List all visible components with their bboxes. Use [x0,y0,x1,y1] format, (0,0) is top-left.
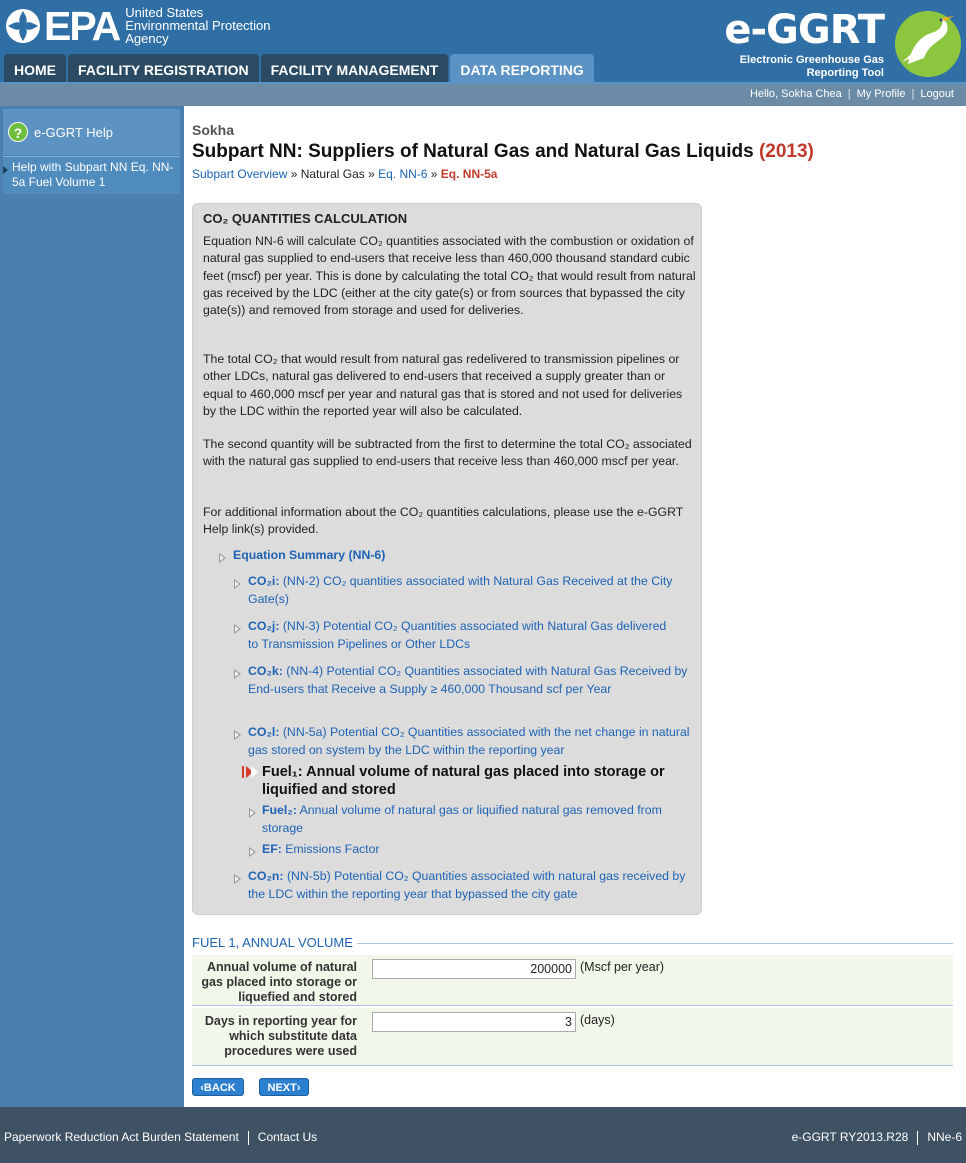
agency-name [125,6,270,45]
form-legend: FUEL 1, ANNUAL VOLUME [192,935,357,950]
tree-co2i-text: (NN-2) CO₂ quantities associated with Natural Gas Received at the City Gate(s) [248,574,673,606]
panel-title: CO₂ QUANTITIES CALCULATION [203,211,408,226]
divider [917,1131,918,1145]
substitute-days-unit: (days) [580,1013,615,1027]
site-footer [0,1107,966,1163]
app-version: e-GGRT RY2013.R28 [791,1130,909,1144]
tree-co2j[interactable] [248,618,678,653]
tree-fuel1-current [262,763,692,799]
my-profile-link[interactable]: My Profile [856,88,906,100]
agency-line-2: Environmental Protection [125,17,271,33]
current-step-arrow-inner [251,766,258,778]
breadcrumb-current: Eq. NN-5a [440,167,498,181]
epa-logo[interactable] [4,3,271,49]
user-greeting: Hello, Sokha Chea [749,88,842,100]
tree-fuel1-text: Annual volume of natural gas placed into storage or liquified and stored [262,764,665,798]
tree-fuel1-label: Fuel₁: [262,764,303,780]
tree-co2n[interactable] [248,868,693,903]
tree-ef-text: Emissions Factor [281,842,380,856]
tab-home[interactable]: HOME [4,54,66,84]
tree-co2n-text: (NN-5b) Potential CO₂ Quantities associated with natural gas received by the LDC within the reporting year that bypassed the city gate [248,869,686,901]
divider [248,1131,249,1145]
tree-co2l-label: CO₂l: [248,725,280,739]
form-row-substitute-days [192,1008,953,1066]
tree-fuel2-text: Annual volume of natural gas or liquified natural gas removed from storage [262,803,662,835]
page-id: NNe-6 [927,1130,962,1144]
back-button[interactable]: ‹BACK [192,1078,244,1096]
tree-equation-summary[interactable] [233,547,693,565]
tree-co2j-label: CO₂j: [248,619,280,633]
facility-name: Sokha [192,122,235,138]
intro-paragraph-1: Equation NN-6 will calculate CO₂ quantities associated with the combustion or oxidation of natural gas supplied to end-users that receive less than 460,000 thousand standard cubic feet (mscf) per year. This is done by calculating the total CO₂ that would result from natural gas received by the LDC (either at the city gate(s) or from sources that bypassed the city gate(s)) and removed from storage and used for deliveries. [203,234,696,318]
annual-volume-input[interactable] [372,959,576,979]
breadcrumb-separator: » [287,167,301,181]
annual-volume-label: Annual volume of natural gas placed into storage or liquefied and stored [201,960,357,1004]
eggrt-brand [722,4,962,80]
agency-line-1: United States [125,4,204,20]
egret-logo-icon [890,6,962,78]
expand-arrow-icon [249,847,256,857]
help-label: e-GGRT Help [34,124,113,140]
expand-arrow-icon [249,808,256,818]
app-subtitle-line-2: Reporting Tool [806,67,884,79]
tree-co2n-label: CO₂n: [248,869,284,883]
legend-divider [357,943,953,944]
intro-paragraph-2: The total CO₂ that would result from natural gas redelivered to transmission pipelines or other LDCs, natural gas delivered to end-users that received a supply greater than or equal to 460,000 mscf per year and natural gas that is stored and not used for deliveries by the LDC within the reported year will also be calculated. [203,352,683,418]
tab-facility-registration[interactable]: FACILITY REGISTRATION [68,54,259,84]
main-nav [4,54,594,84]
logout-link[interactable]: Logout [920,88,954,100]
tree-ef[interactable] [262,841,692,859]
page-title [192,141,814,163]
breadcrumb [192,167,497,181]
tree-co2j-text: (NN-3) Potential CO₂ Quantities associated with Natural Gas delivered to Transmission Pipelines or Other LDCs [248,619,667,651]
breadcrumb-separator: » [427,167,441,181]
tree-co2k-text: (NN-4) Potential CO₂ Quantities associated with Natural Gas Received by End-users that Receive a Supply ≥ 460,000 Thousand scf per Year [248,664,688,696]
tree-fuel2[interactable] [262,802,692,837]
divider: | [911,88,915,100]
form-row-annual-volume [192,955,953,1006]
tree-ef-label: EF: [262,842,282,856]
page-title-text: Subpart NN: Suppliers of Natural Gas and Natural Gas Liquids [192,141,754,162]
sidebar-help-link-text: Help with Subpart NN Eq. NN-5a Fuel Volume 1 [12,160,174,189]
tree-summary-label: Equation Summary (NN-6) [233,548,386,562]
epa-wordmark: EPA [44,3,120,49]
divider: | [847,88,851,100]
paperwork-link[interactable]: Paperwork Reduction Act Burden Statement [4,1130,239,1144]
tree-co2k-label: CO₂k: [248,664,283,678]
tree-co2l[interactable] [248,724,693,759]
epa-flower-icon [4,7,42,45]
sidebar-help-link[interactable] [3,156,180,194]
contact-us-link[interactable]: Contact Us [257,1130,318,1144]
tree-co2k[interactable] [248,663,693,698]
intro-paragraph-3: The second quantity will be subtracted from the first to determine the total CO₂ associated with the natural gas supplied to end-users that receive less than 460,000 mscf per year. [203,437,692,469]
eggrt-help-header[interactable] [3,109,180,155]
help-sidebar [0,106,184,1107]
substitute-days-input[interactable] [372,1012,576,1032]
expand-arrow-icon [234,669,241,679]
co2-calculation-panel [192,203,702,915]
app-title: e-GGRT [724,7,884,53]
tree-fuel2-label: Fuel₂: [262,803,297,817]
reporting-year: (2013) [758,141,814,162]
app-subtitle [740,54,884,80]
next-button[interactable]: NEXT› [259,1078,309,1096]
breadcrumb-subpart-overview[interactable]: Subpart Overview [192,167,288,181]
pointer-arrow-icon [3,166,8,174]
tree-co2i[interactable] [248,573,693,608]
site-header [0,0,966,84]
tab-data-reporting[interactable]: DATA REPORTING [450,54,593,84]
expand-arrow-icon [234,874,241,884]
app-subtitle-line-1: Electronic Greenhouse Gas [739,54,884,66]
substitute-days-label: Days in reporting year for which substitute data procedures were used [204,1014,357,1058]
help-question-icon: ? [8,122,28,142]
breadcrumb-separator: » [364,167,379,181]
expand-arrow-icon [234,624,241,634]
current-marker-bar [242,766,244,778]
expand-arrow-icon [234,579,241,589]
breadcrumb-eq-nn6[interactable]: Eq. NN-6 [378,167,428,181]
expand-arrow-icon [234,730,241,740]
intro-paragraph-4: For additional information about the CO₂ quantities calculations, please use the e-GGRT Help link(s) provided. [203,505,684,537]
user-bar [0,82,966,106]
expand-arrow-icon [219,553,226,563]
tree-co2l-text: (NN-5a) Potential CO₂ Quantities associated with the net change in natural gas stored on system by the LDC within the reporting year [248,725,690,757]
tree-co2i-label: CO₂i: [248,574,280,588]
breadcrumb-natural-gas: Natural Gas [300,167,365,181]
agency-line-3: Agency [125,30,169,46]
annual-volume-unit: (Mscf per year) [580,960,665,974]
tab-facility-management[interactable]: FACILITY MANAGEMENT [261,54,449,84]
